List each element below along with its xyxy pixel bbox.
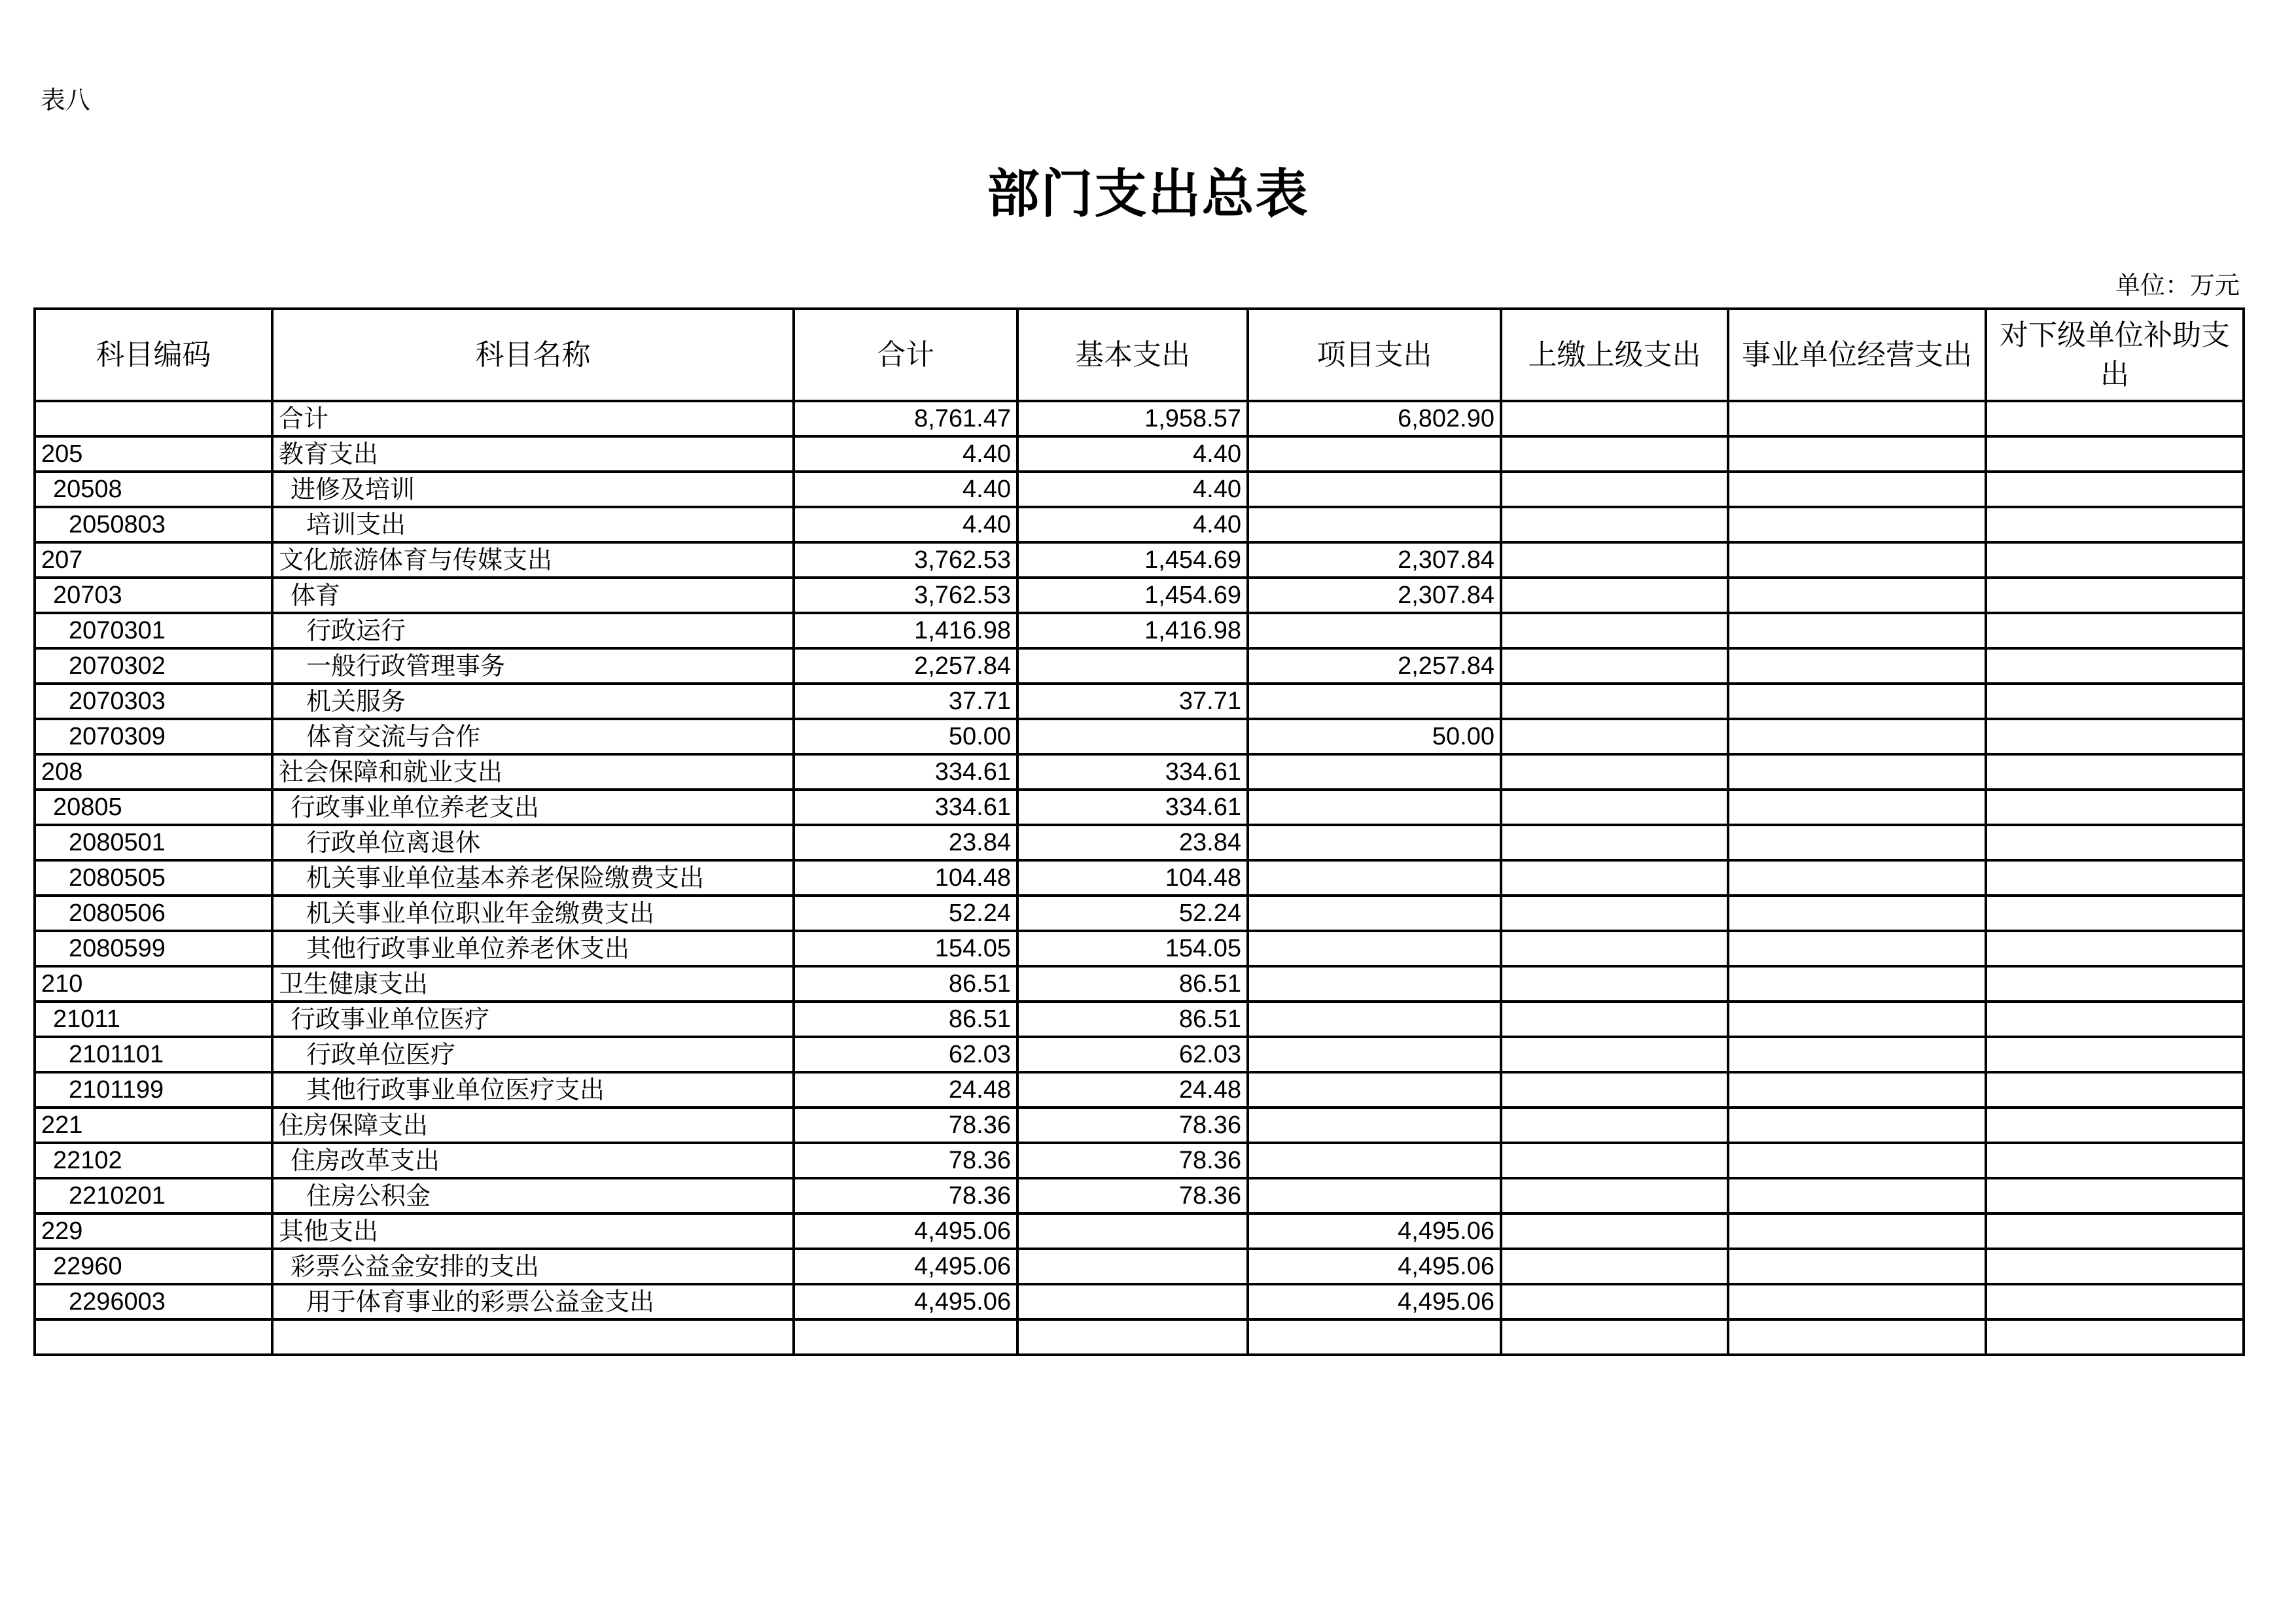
table-body: [35, 401, 2244, 1355]
table-row: [35, 613, 2244, 648]
cell-code: 207: [35, 542, 272, 578]
cell-business: [1728, 401, 1986, 436]
cell-code: 2101101: [35, 1037, 272, 1072]
cell-basic: 4.40: [1017, 436, 1248, 472]
cell-code: [35, 401, 272, 436]
cell-upper: [1501, 825, 1728, 860]
cell-code: 2210201: [35, 1178, 272, 1213]
cell-name: 其他行政事业单位养老休支出: [272, 931, 794, 966]
cell-code: 20508: [35, 472, 272, 507]
cell-basic: 104.48: [1017, 860, 1248, 896]
cell-subsidy: [1986, 931, 2244, 966]
cell-code: 2050803: [35, 507, 272, 542]
cell-business: [1728, 1037, 1986, 1072]
cell-business: [1728, 542, 1986, 578]
cell-basic: 62.03: [1017, 1037, 1248, 1072]
cell-total: 4,495.06: [794, 1213, 1017, 1249]
cell-business: [1728, 860, 1986, 896]
cell-code: 22960: [35, 1249, 272, 1284]
cell-basic: [1017, 648, 1248, 684]
cell-name: 体育交流与合作: [272, 719, 794, 754]
cell-business: [1728, 825, 1986, 860]
cell-total: 4.40: [794, 472, 1017, 507]
cell-project: [1248, 1319, 1501, 1355]
cell-upper: [1501, 931, 1728, 966]
cell-basic: 4.40: [1017, 507, 1248, 542]
cell-basic: 24.48: [1017, 1072, 1248, 1108]
table-row: [35, 860, 2244, 896]
cell-total: 334.61: [794, 790, 1017, 825]
table-row: [35, 966, 2244, 1002]
cell-upper: [1501, 684, 1728, 719]
cell-business: [1728, 648, 1986, 684]
cell-basic: 1,454.69: [1017, 578, 1248, 613]
cell-upper: [1501, 719, 1728, 754]
cell-subsidy: [1986, 719, 2244, 754]
cell-subsidy: [1986, 1178, 2244, 1213]
cell-subsidy: [1986, 790, 2244, 825]
cell-total: 3,762.53: [794, 578, 1017, 613]
unit-label: 单位：万元: [2115, 271, 2240, 300]
cell-total: 62.03: [794, 1037, 1017, 1072]
cell-upper: [1501, 472, 1728, 507]
table-row: [35, 472, 2244, 507]
cell-upper: [1501, 754, 1728, 790]
col-header-upper: 上缴上级支出: [1501, 309, 1728, 401]
cell-upper: [1501, 896, 1728, 931]
cell-subsidy: [1986, 1037, 2244, 1072]
cell-total: 4,495.06: [794, 1249, 1017, 1284]
table-row: [35, 1319, 2244, 1355]
cell-total: 334.61: [794, 754, 1017, 790]
cell-project: [1248, 1037, 1501, 1072]
cell-code: 2080599: [35, 931, 272, 966]
cell-subsidy: [1986, 1072, 2244, 1108]
table-header-row: [35, 309, 2244, 401]
cell-name: 文化旅游体育与传媒支出: [272, 542, 794, 578]
cell-upper: [1501, 648, 1728, 684]
table-row: [35, 578, 2244, 613]
cell-project: 6,802.90: [1248, 401, 1501, 436]
cell-business: [1728, 436, 1986, 472]
cell-total: 154.05: [794, 931, 1017, 966]
cell-total: [794, 1319, 1017, 1355]
cell-business: [1728, 931, 1986, 966]
cell-upper: [1501, 1072, 1728, 1108]
cell-upper: [1501, 1213, 1728, 1249]
cell-code: 2070309: [35, 719, 272, 754]
cell-basic: 78.36: [1017, 1178, 1248, 1213]
cell-subsidy: [1986, 578, 2244, 613]
cell-business: [1728, 1178, 1986, 1213]
cell-upper: [1501, 1284, 1728, 1319]
cell-business: [1728, 1072, 1986, 1108]
cell-upper: [1501, 401, 1728, 436]
cell-project: [1248, 896, 1501, 931]
cell-project: 50.00: [1248, 719, 1501, 754]
cell-business: [1728, 507, 1986, 542]
cell-basic: 334.61: [1017, 754, 1248, 790]
table-row: [35, 754, 2244, 790]
cell-total: 78.36: [794, 1143, 1017, 1178]
table-row: [35, 1249, 2244, 1284]
table-row: [35, 1284, 2244, 1319]
cell-name: 机关事业单位基本养老保险缴费支出: [272, 860, 794, 896]
table-row: [35, 1002, 2244, 1037]
cell-project: 4,495.06: [1248, 1213, 1501, 1249]
table-row: [35, 1108, 2244, 1143]
cell-subsidy: [1986, 436, 2244, 472]
col-header-name: 科目名称: [272, 309, 794, 401]
cell-total: 50.00: [794, 719, 1017, 754]
cell-basic: 78.36: [1017, 1143, 1248, 1178]
cell-subsidy: [1986, 401, 2244, 436]
col-header-total: 合计: [794, 309, 1017, 401]
cell-code: 2296003: [35, 1284, 272, 1319]
cell-subsidy: [1986, 1319, 2244, 1355]
cell-project: 2,307.84: [1248, 578, 1501, 613]
cell-project: [1248, 1108, 1501, 1143]
cell-business: [1728, 1213, 1986, 1249]
cell-subsidy: [1986, 825, 2244, 860]
cell-total: 8,761.47: [794, 401, 1017, 436]
cell-upper: [1501, 507, 1728, 542]
cell-project: [1248, 790, 1501, 825]
cell-business: [1728, 1284, 1986, 1319]
cell-subsidy: [1986, 1249, 2244, 1284]
cell-project: [1248, 860, 1501, 896]
col-header-subsidy: 对下级单位补助支出: [1986, 309, 2244, 401]
table-row: [35, 1072, 2244, 1108]
cell-code: 221: [35, 1108, 272, 1143]
cell-basic: [1017, 1319, 1248, 1355]
cell-business: [1728, 1002, 1986, 1037]
table-row: [35, 1178, 2244, 1213]
cell-code: 21011: [35, 1002, 272, 1037]
cell-project: [1248, 507, 1501, 542]
cell-subsidy: [1986, 1284, 2244, 1319]
table-row: [35, 1143, 2244, 1178]
cell-basic: 86.51: [1017, 966, 1248, 1002]
cell-name: 行政单位医疗: [272, 1037, 794, 1072]
table-row: [35, 684, 2244, 719]
cell-code: [35, 1319, 272, 1355]
cell-total: 4.40: [794, 436, 1017, 472]
cell-upper: [1501, 1319, 1728, 1355]
cell-basic: 78.36: [1017, 1108, 1248, 1143]
cell-project: [1248, 684, 1501, 719]
cell-business: [1728, 790, 1986, 825]
cell-subsidy: [1986, 613, 2244, 648]
cell-code: 210: [35, 966, 272, 1002]
cell-project: [1248, 825, 1501, 860]
cell-code: 208: [35, 754, 272, 790]
cell-upper: [1501, 542, 1728, 578]
cell-code: 2080501: [35, 825, 272, 860]
cell-business: [1728, 684, 1986, 719]
cell-subsidy: [1986, 542, 2244, 578]
table-row: [35, 401, 2244, 436]
cell-total: 78.36: [794, 1178, 1017, 1213]
cell-basic: [1017, 1213, 1248, 1249]
cell-code: 205: [35, 436, 272, 472]
cell-subsidy: [1986, 507, 2244, 542]
cell-project: [1248, 613, 1501, 648]
table-row: [35, 896, 2244, 931]
cell-business: [1728, 754, 1986, 790]
cell-project: 2,307.84: [1248, 542, 1501, 578]
cell-name: 彩票公益金安排的支出: [272, 1249, 794, 1284]
cell-name: 教育支出: [272, 436, 794, 472]
cell-name: 进修及培训: [272, 472, 794, 507]
cell-project: [1248, 436, 1501, 472]
cell-total: 104.48: [794, 860, 1017, 896]
cell-name: 机关事业单位职业年金缴费支出: [272, 896, 794, 931]
cell-subsidy: [1986, 754, 2244, 790]
cell-subsidy: [1986, 896, 2244, 931]
expenditure-table: [33, 307, 2245, 1356]
cell-business: [1728, 719, 1986, 754]
col-header-business: 事业单位经营支出: [1728, 309, 1986, 401]
cell-basic: 37.71: [1017, 684, 1248, 719]
cell-upper: [1501, 1108, 1728, 1143]
cell-project: [1248, 1002, 1501, 1037]
cell-upper: [1501, 578, 1728, 613]
col-header-basic: 基本支出: [1017, 309, 1248, 401]
cell-subsidy: [1986, 860, 2244, 896]
cell-name: 合计: [272, 401, 794, 436]
cell-name: 行政事业单位医疗: [272, 1002, 794, 1037]
cell-code: 2070302: [35, 648, 272, 684]
cell-upper: [1501, 613, 1728, 648]
cell-basic: 23.84: [1017, 825, 1248, 860]
cell-business: [1728, 1319, 1986, 1355]
cell-total: 86.51: [794, 1002, 1017, 1037]
cell-business: [1728, 472, 1986, 507]
cell-basic: 86.51: [1017, 1002, 1248, 1037]
table-row: [35, 507, 2244, 542]
cell-business: [1728, 896, 1986, 931]
cell-code: 20703: [35, 578, 272, 613]
cell-business: [1728, 613, 1986, 648]
cell-project: [1248, 754, 1501, 790]
cell-basic: 4.40: [1017, 472, 1248, 507]
cell-code: 20805: [35, 790, 272, 825]
cell-name: 一般行政管理事务: [272, 648, 794, 684]
cell-name: 其他支出: [272, 1213, 794, 1249]
cell-upper: [1501, 436, 1728, 472]
cell-project: [1248, 472, 1501, 507]
cell-name: 其他行政事业单位医疗支出: [272, 1072, 794, 1108]
cell-basic: 154.05: [1017, 931, 1248, 966]
cell-upper: [1501, 860, 1728, 896]
cell-code: 229: [35, 1213, 272, 1249]
cell-business: [1728, 1108, 1986, 1143]
cell-total: 78.36: [794, 1108, 1017, 1143]
cell-total: 3,762.53: [794, 542, 1017, 578]
cell-total: 23.84: [794, 825, 1017, 860]
table-row: [35, 648, 2244, 684]
cell-name: 住房改革支出: [272, 1143, 794, 1178]
cell-name: [272, 1319, 794, 1355]
cell-total: 4.40: [794, 507, 1017, 542]
cell-business: [1728, 966, 1986, 1002]
cell-business: [1728, 1249, 1986, 1284]
cell-name: 用于体育事业的彩票公益金支出: [272, 1284, 794, 1319]
cell-business: [1728, 578, 1986, 613]
cell-business: [1728, 1143, 1986, 1178]
cell-name: 住房保障支出: [272, 1108, 794, 1143]
cell-total: 24.48: [794, 1072, 1017, 1108]
cell-upper: [1501, 1178, 1728, 1213]
cell-project: [1248, 1072, 1501, 1108]
table-row: [35, 790, 2244, 825]
cell-project: 4,495.06: [1248, 1249, 1501, 1284]
cell-name: 卫生健康支出: [272, 966, 794, 1002]
cell-project: [1248, 966, 1501, 1002]
cell-code: 2070303: [35, 684, 272, 719]
cell-project: 4,495.06: [1248, 1284, 1501, 1319]
cell-upper: [1501, 1002, 1728, 1037]
page-title: 部门支出总表: [987, 163, 1309, 224]
cell-basic: 1,454.69: [1017, 542, 1248, 578]
table-row: [35, 1213, 2244, 1249]
cell-code: 2080506: [35, 896, 272, 931]
cell-name: 住房公积金: [272, 1178, 794, 1213]
cell-total: 1,416.98: [794, 613, 1017, 648]
table-row: [35, 825, 2244, 860]
cell-name: 体育: [272, 578, 794, 613]
col-header-code: 科目编码: [35, 309, 272, 401]
cell-name: 行政事业单位养老支出: [272, 790, 794, 825]
cell-code: 22102: [35, 1143, 272, 1178]
cell-upper: [1501, 966, 1728, 1002]
table-row: [35, 719, 2244, 754]
cell-basic: [1017, 1284, 1248, 1319]
cell-basic: [1017, 1249, 1248, 1284]
col-header-project: 项目支出: [1248, 309, 1501, 401]
cell-subsidy: [1986, 1213, 2244, 1249]
table-number-label: 表八: [41, 86, 91, 114]
cell-total: 86.51: [794, 966, 1017, 1002]
cell-basic: 1,416.98: [1017, 613, 1248, 648]
cell-basic: 52.24: [1017, 896, 1248, 931]
cell-basic: 1,958.57: [1017, 401, 1248, 436]
cell-total: 4,495.06: [794, 1284, 1017, 1319]
cell-project: 2,257.84: [1248, 648, 1501, 684]
cell-upper: [1501, 1249, 1728, 1284]
cell-code: 2080505: [35, 860, 272, 896]
cell-code: 2070301: [35, 613, 272, 648]
cell-upper: [1501, 1037, 1728, 1072]
table-row: [35, 542, 2244, 578]
cell-subsidy: [1986, 1002, 2244, 1037]
table-row: [35, 931, 2244, 966]
cell-name: 培训支出: [272, 507, 794, 542]
cell-name: 机关服务: [272, 684, 794, 719]
cell-project: [1248, 931, 1501, 966]
cell-total: 2,257.84: [794, 648, 1017, 684]
table-row: [35, 1037, 2244, 1072]
cell-name: 行政运行: [272, 613, 794, 648]
cell-subsidy: [1986, 684, 2244, 719]
cell-upper: [1501, 1143, 1728, 1178]
cell-subsidy: [1986, 966, 2244, 1002]
cell-code: 2101199: [35, 1072, 272, 1108]
cell-upper: [1501, 790, 1728, 825]
cell-project: [1248, 1143, 1501, 1178]
cell-project: [1248, 1178, 1501, 1213]
cell-name: 行政单位离退休: [272, 825, 794, 860]
cell-total: 52.24: [794, 896, 1017, 931]
table-row: [35, 436, 2244, 472]
cell-name: 社会保障和就业支出: [272, 754, 794, 790]
cell-basic: [1017, 719, 1248, 754]
cell-total: 37.71: [794, 684, 1017, 719]
cell-subsidy: [1986, 1108, 2244, 1143]
cell-subsidy: [1986, 1143, 2244, 1178]
cell-subsidy: [1986, 648, 2244, 684]
cell-basic: 334.61: [1017, 790, 1248, 825]
cell-subsidy: [1986, 472, 2244, 507]
